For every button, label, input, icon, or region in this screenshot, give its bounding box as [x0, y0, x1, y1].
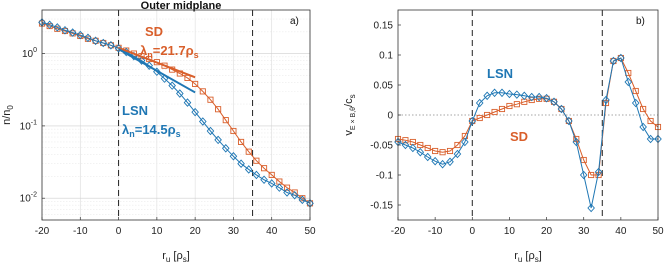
panel-b-label: b)	[636, 16, 645, 27]
panel-b-ytick-label: -0.05	[370, 140, 393, 152]
panel-a	[1, 0, 316, 264]
panel-a-xtick-label: 10	[151, 226, 163, 237]
panel-a-lsn-lambda: $\lambda_n=14.5\rho_s$	[122, 122, 181, 139]
panel-b-ytick-label: 0.05	[373, 80, 393, 92]
panel-b-xtick-label: -20	[390, 226, 406, 237]
panel-b-ytick-label: 0	[387, 110, 393, 122]
panel-a-axes-box	[42, 10, 310, 220]
panel-b-xtick-label: 50	[652, 226, 664, 237]
panel-a-grid	[42, 10, 310, 220]
panel-a-ytick-label: $10^0$	[21, 47, 37, 61]
panel-b-xtick-label: -10	[427, 226, 443, 237]
panel-b-xtick-label: 40	[615, 226, 627, 237]
panel-a-sd-lambda: $\lambda_n=21.7\rho_s$	[140, 43, 199, 60]
panel-a-xtick-label: 0	[115, 226, 122, 237]
panel-b-ytick-label: -0.1	[375, 170, 393, 182]
panel-b-ytick-label: 0.15	[373, 20, 393, 32]
panel-a-ytick-label: $10^{-1}$	[19, 119, 37, 133]
panel-a-sd-label: SD	[145, 24, 164, 39]
panel-a-label: a)	[290, 16, 299, 27]
panel-b-lsn-label: LSN	[487, 66, 513, 81]
panel-b-ylabel: $v_{E \times B,\theta}/c_s$	[343, 94, 357, 136]
panel-a-xtick-label: 30	[227, 226, 239, 237]
panel-b-sd-label: SD	[510, 129, 529, 144]
panel-b-ytick-label: -0.15	[370, 200, 393, 212]
panel-b-ytick-label: 0.1	[379, 50, 393, 62]
panel-b-vlines	[398, 10, 658, 220]
panel-a-ylabel: $n/n_0$	[1, 105, 15, 125]
panel-a-xlabel: $r_u$ $[\rho_s]$	[162, 250, 190, 264]
panel-b	[343, 10, 664, 264]
panel-a-xtick-label: 40	[266, 226, 278, 237]
panel-a-xtick-label: 50	[304, 226, 316, 237]
panel-b-xtick-label: 0	[469, 226, 476, 237]
panel-b-xtick-label: 20	[541, 226, 553, 237]
panel-b-xtick-label: 30	[578, 226, 590, 237]
panel-a-title: Outer midplane	[140, 0, 222, 12]
panel-b-xtick-label: 10	[503, 226, 515, 237]
panel-b-xlabel: $r_u$ $[\rho_s]$	[514, 250, 542, 264]
panel-b-sd-line	[398, 58, 658, 175]
panel-a-ytick-label: $10^{-2}$	[19, 191, 37, 205]
panel-a-xtick-label: 20	[189, 226, 201, 237]
panel-a-xtick-label: -10	[73, 226, 88, 237]
panel-a-lsn-label: LSN	[122, 103, 148, 118]
panel-a-xtick-label: -20	[34, 226, 50, 237]
